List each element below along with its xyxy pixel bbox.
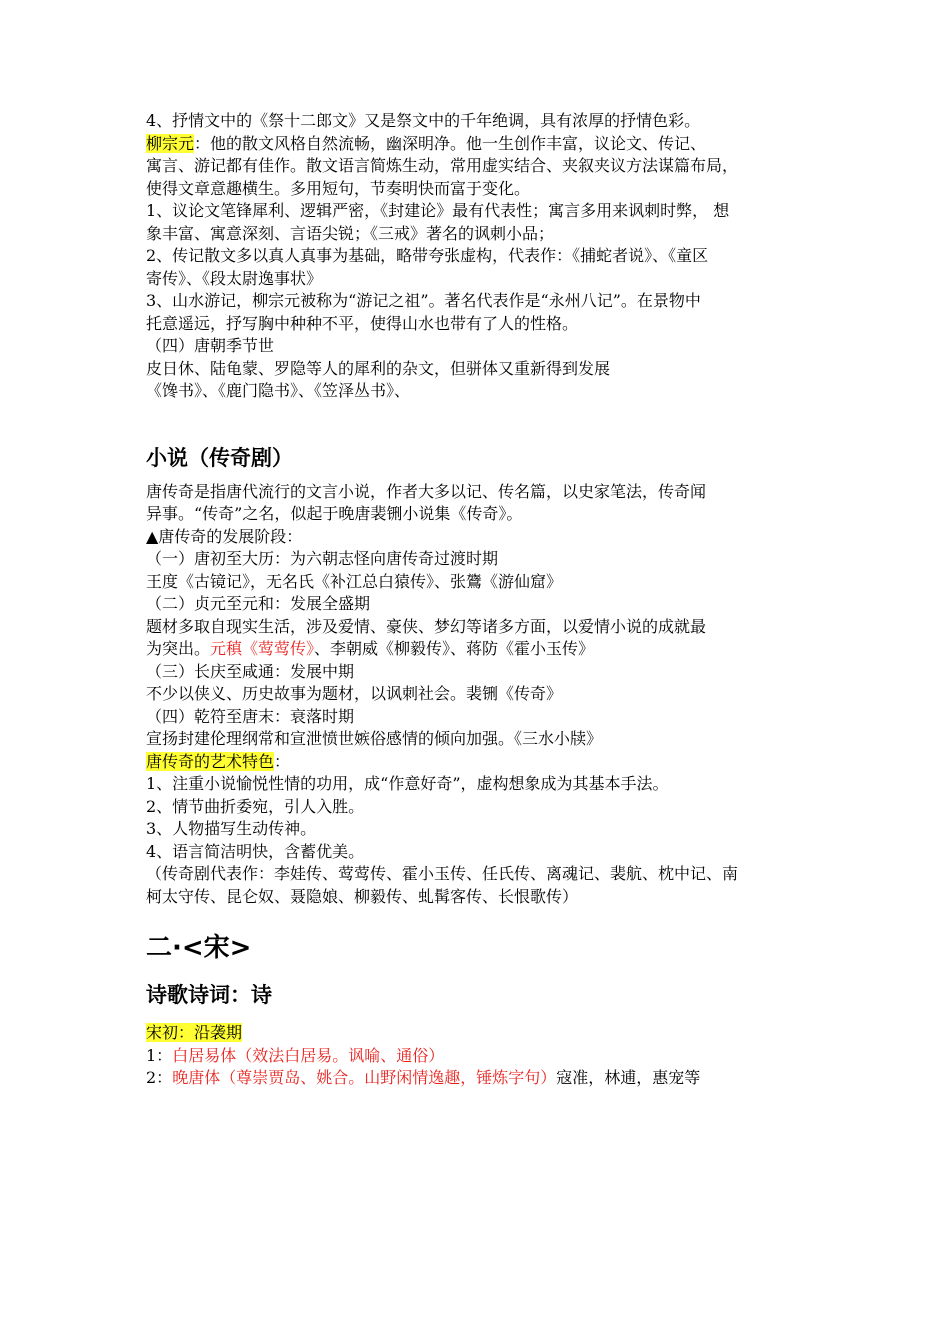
text-span: 为突出。 <box>146 639 211 658</box>
text-line: 不少以侠义、历史故事为题材，以讽刺社会。裴铏《传奇》 <box>146 684 563 703</box>
red-text-late-tang-style: 晚唐体（尊崇贾岛、姚合。山野闲情逸趣，锤炼字句） <box>172 1068 557 1087</box>
text-line: （三）长庆至咸通：发展中期 <box>146 661 355 681</box>
text-line <box>146 133 826 156</box>
text-line: ▲唐传奇的发展阶段： <box>146 526 303 546</box>
text-line: 托意遥远，抒写胸中种种不平，使得山水也带有了人的性格。 <box>146 313 579 333</box>
text-line: 象丰富、寓意深刻、言语尖锐；《三戒》著名的讽刺小品； <box>146 223 555 243</box>
document-page <box>146 110 826 1090</box>
text-line: 3、人物描写生动传神。 <box>146 819 317 838</box>
red-text-yingying: 元稹《莺莺传》 <box>210 639 315 658</box>
section-heading-song: 二·<宋> <box>146 933 252 963</box>
text-line: 4、抒情文中的《祭十二郎文》又是祭文中的千年绝调，具有浓厚的抒情色彩。 <box>146 111 701 130</box>
text-line: 柯太守传、昆仑奴、聂隐娘、柳毅传、虬髯客传、长恨歌传） <box>146 886 579 906</box>
text-line: 王度《古镜记》，无名氏《补江总白猿传》、张鷟《游仙窟》 <box>146 571 563 591</box>
text-line: 2、情节曲折委宛，引人入胜。 <box>146 796 365 816</box>
text-line: （四）乾符至唐末：衰落时期 <box>146 706 355 726</box>
red-text-bai-style: 白居易体（效法白居易。讽喻、通俗） <box>172 1045 445 1065</box>
list-number: 2： <box>146 1068 173 1087</box>
highlight-art-features: 唐传奇的艺术特色 <box>146 751 275 771</box>
text-line: 1、议论文笔锋犀利、逻辑严密，《封建论》最有代表性；寓言多用来讽刺时弊， 想 <box>146 201 730 220</box>
text-line <box>146 638 826 661</box>
text-line <box>146 751 826 774</box>
text-line: 寄传》、《段太尉逸事状》 <box>146 268 323 288</box>
text-line: （一）唐初至大历：为六朝志怪向唐传奇过渡时期 <box>146 549 499 568</box>
text-line: 2、传记散文多以真人真事为基础，略带夸张虚构，代表作：《捕蛇者说》、《童区 <box>146 246 709 265</box>
highlight-song-early: 宋初：沿袭期 <box>146 1023 243 1042</box>
text-line: 宣扬封建伦理纲常和宣泄愤世嫉俗感情的倾向加强。《三水小牍》 <box>146 729 603 748</box>
text-line: 1、注重小说愉悦性情的功用，成“作意好奇”，虚构想象成为其基本手法。 <box>146 774 669 793</box>
text-span: 、李朝威《柳毅传》、蒋防《霍小玉传》 <box>314 639 595 658</box>
text-line: （传奇剧代表作：李娃传、莺莺传、霍小玉传、任氏传、离魂记、裴航、枕中记、南 <box>146 864 739 883</box>
text-line: 3、山水游记，柳宗元被称为“游记之祖”。著名代表作是“永州八记”。在景物中 <box>146 291 701 310</box>
highlight-liu-zongyuan: 柳宗元 <box>146 133 195 153</box>
text-line: 皮日休、陆龟蒙、罗隐等人的犀利的杂文，但骈体又重新得到发展 <box>146 358 611 378</box>
section-heading-fiction: 小说（传奇剧） <box>146 445 293 470</box>
text-line <box>146 1045 826 1068</box>
text-line: 使得文章意趣横生。多用短句，节奏明快而富于变化。 <box>146 178 531 198</box>
text-line: 《馋书》、《鹿门隐书》、《笠泽丛书》、 <box>146 381 411 400</box>
text-line: 寓言、游记都有佳作。散文语言简炼生动，常用虚实结合、夹叙夹议方法谋篇布局， <box>146 156 739 175</box>
text-line: （二）贞元至元和：发展全盛期 <box>146 594 371 613</box>
text-line: 题材多取自现实生活，涉及爱情、豪侠、梦幻等诸多方面，以爱情小说的成就最 <box>146 616 707 636</box>
text-line: 唐传奇是指唐代流行的文言小说，作者大多以记、传名篇，以史家笔法，传奇闻 <box>146 481 707 501</box>
text-line: 异事。“传奇”之名，似起于晚唐裴铏小说集《传奇》。 <box>146 504 523 523</box>
text-line <box>146 1022 826 1045</box>
list-number: 1： <box>146 1045 173 1065</box>
text-span: ： <box>274 751 291 771</box>
text-line: 4、语言简洁明快，含蓄优美。 <box>146 841 365 861</box>
text-span: 寇准，林逋，惠宠等 <box>556 1068 701 1087</box>
text-line: （四）唐朝季节世 <box>146 336 275 355</box>
text-span: ：他的散文风格自然流畅，幽深明净。他一生创作丰富，议论文、传记、 <box>194 133 707 153</box>
section-heading-poetry: 诗歌诗词：诗 <box>146 983 272 1007</box>
text-line <box>146 1067 826 1090</box>
